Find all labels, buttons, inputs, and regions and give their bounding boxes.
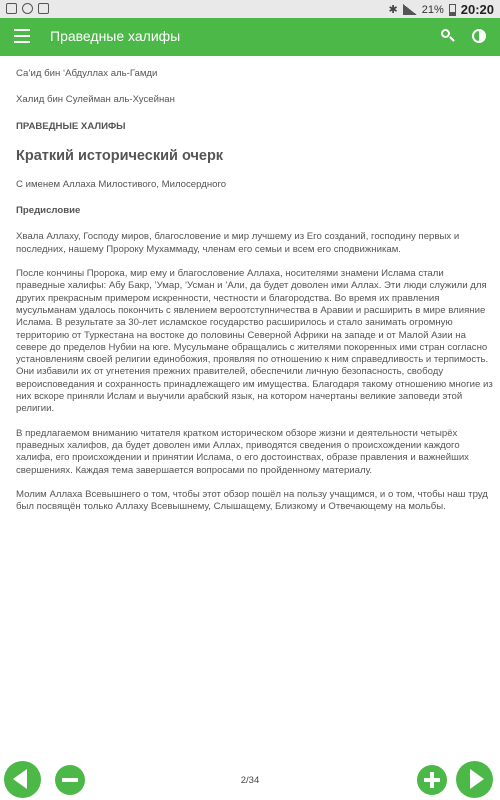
clock: 20:20 (460, 2, 494, 17)
battery-icon (449, 4, 456, 16)
paragraph: После кончины Пророка, мир ему и благословение Аллаха, носителями знамени Ислама стали праведные халифы: Абу Бакр, ’Умар, ’Усман и ’Али, да будет доволен ими Аллах. Эти люди служили для других прекрасным примером искренности, честности и благородства. Во время их правления мусульманам удалось покончить с явлением вероотступничества в Аравии и расширить в мире влияние Ислама. В результате за 30-лет исламское государство расширилось и стало занимать огромную территорию от Туркестана на востоке до половины Северной Африки на западе и от Малой Азии на севере до пределов Нубии на юге. Мусульмане обращались с жителями покоренных ими стран согласно установлениям своей религии единобожия, проявляя по отношению к ним справедливость и терпимость. Они избавили их от угнетения прежних правителей, обеспечили личную безопасность, свободу вероисповедания и сохранность принадлежащего им имущества. Благодаря такому отношению многие из них вскоре приняли Ислам и выучили арабский язык, на котором начертаны великие заповеди этой религии. (16, 268, 493, 415)
message-icon (22, 3, 33, 14)
paragraph: Молим Аллаха Всевышнего о том, чтобы этот обзор пошёл на пользу учащимся, и о том, чтобы наш труд был посвящён только Аллаху Всевышнему, Слышащему, Близкому и Отвечающему на мольбы. (16, 488, 488, 513)
image-icon (38, 3, 49, 14)
book-title: ПРАВЕДНЫЕ ХАЛИФЫ (16, 120, 126, 132)
chapter-heading: Краткий исторический очерк (16, 147, 224, 164)
bismillah-line: С именем Аллаха Милостивого, Милосердного (16, 178, 227, 190)
bottom-navigation (0, 760, 500, 800)
app-bar (0, 18, 500, 56)
paragraph: В предлагаемом вниманию читателя кратком историческом обзоре жизни и деятельности четырёх праведных халифов, да будет доволен ими Аллах, приводятся сведения о происхождении каждого халифа, его происхождении и принятии Ислама, о его достоинствах, образе правления и важнейших свершениях. Каждая тема завершается вопросами по пройденному материалу. (16, 427, 469, 476)
section-title: Предисловие (16, 205, 81, 217)
search-icon[interactable] (440, 28, 456, 44)
contrast-icon[interactable] (472, 29, 486, 43)
bluetooth-icon: ✱ (388, 4, 398, 16)
paragraph: Хвала Аллаху, Господу миров, благословение и мир лучшему из Его созданий, господину первых и последних, нашему Пророку Мухаммаду, членам его семьи и всем его сподвижникам. (16, 231, 460, 255)
arrow-right-icon[interactable] (456, 761, 493, 798)
page-indicator: 2/34 (240, 775, 260, 786)
signal-icon (403, 4, 417, 15)
app-title: Праведные халифы (50, 28, 181, 44)
plus-icon[interactable] (417, 765, 447, 795)
battery-percent: 21% (421, 3, 444, 16)
notification-icon (6, 3, 17, 14)
menu-icon[interactable] (14, 29, 30, 43)
author-line: Халид бин Сулейман аль-Хусейнан (16, 94, 175, 106)
notification-icons (6, 3, 49, 14)
status-bar (0, 0, 500, 18)
book-content (16, 68, 494, 525)
author-line: Са’ид бин ‘Абдуллах аль-Гамди (16, 68, 158, 79)
